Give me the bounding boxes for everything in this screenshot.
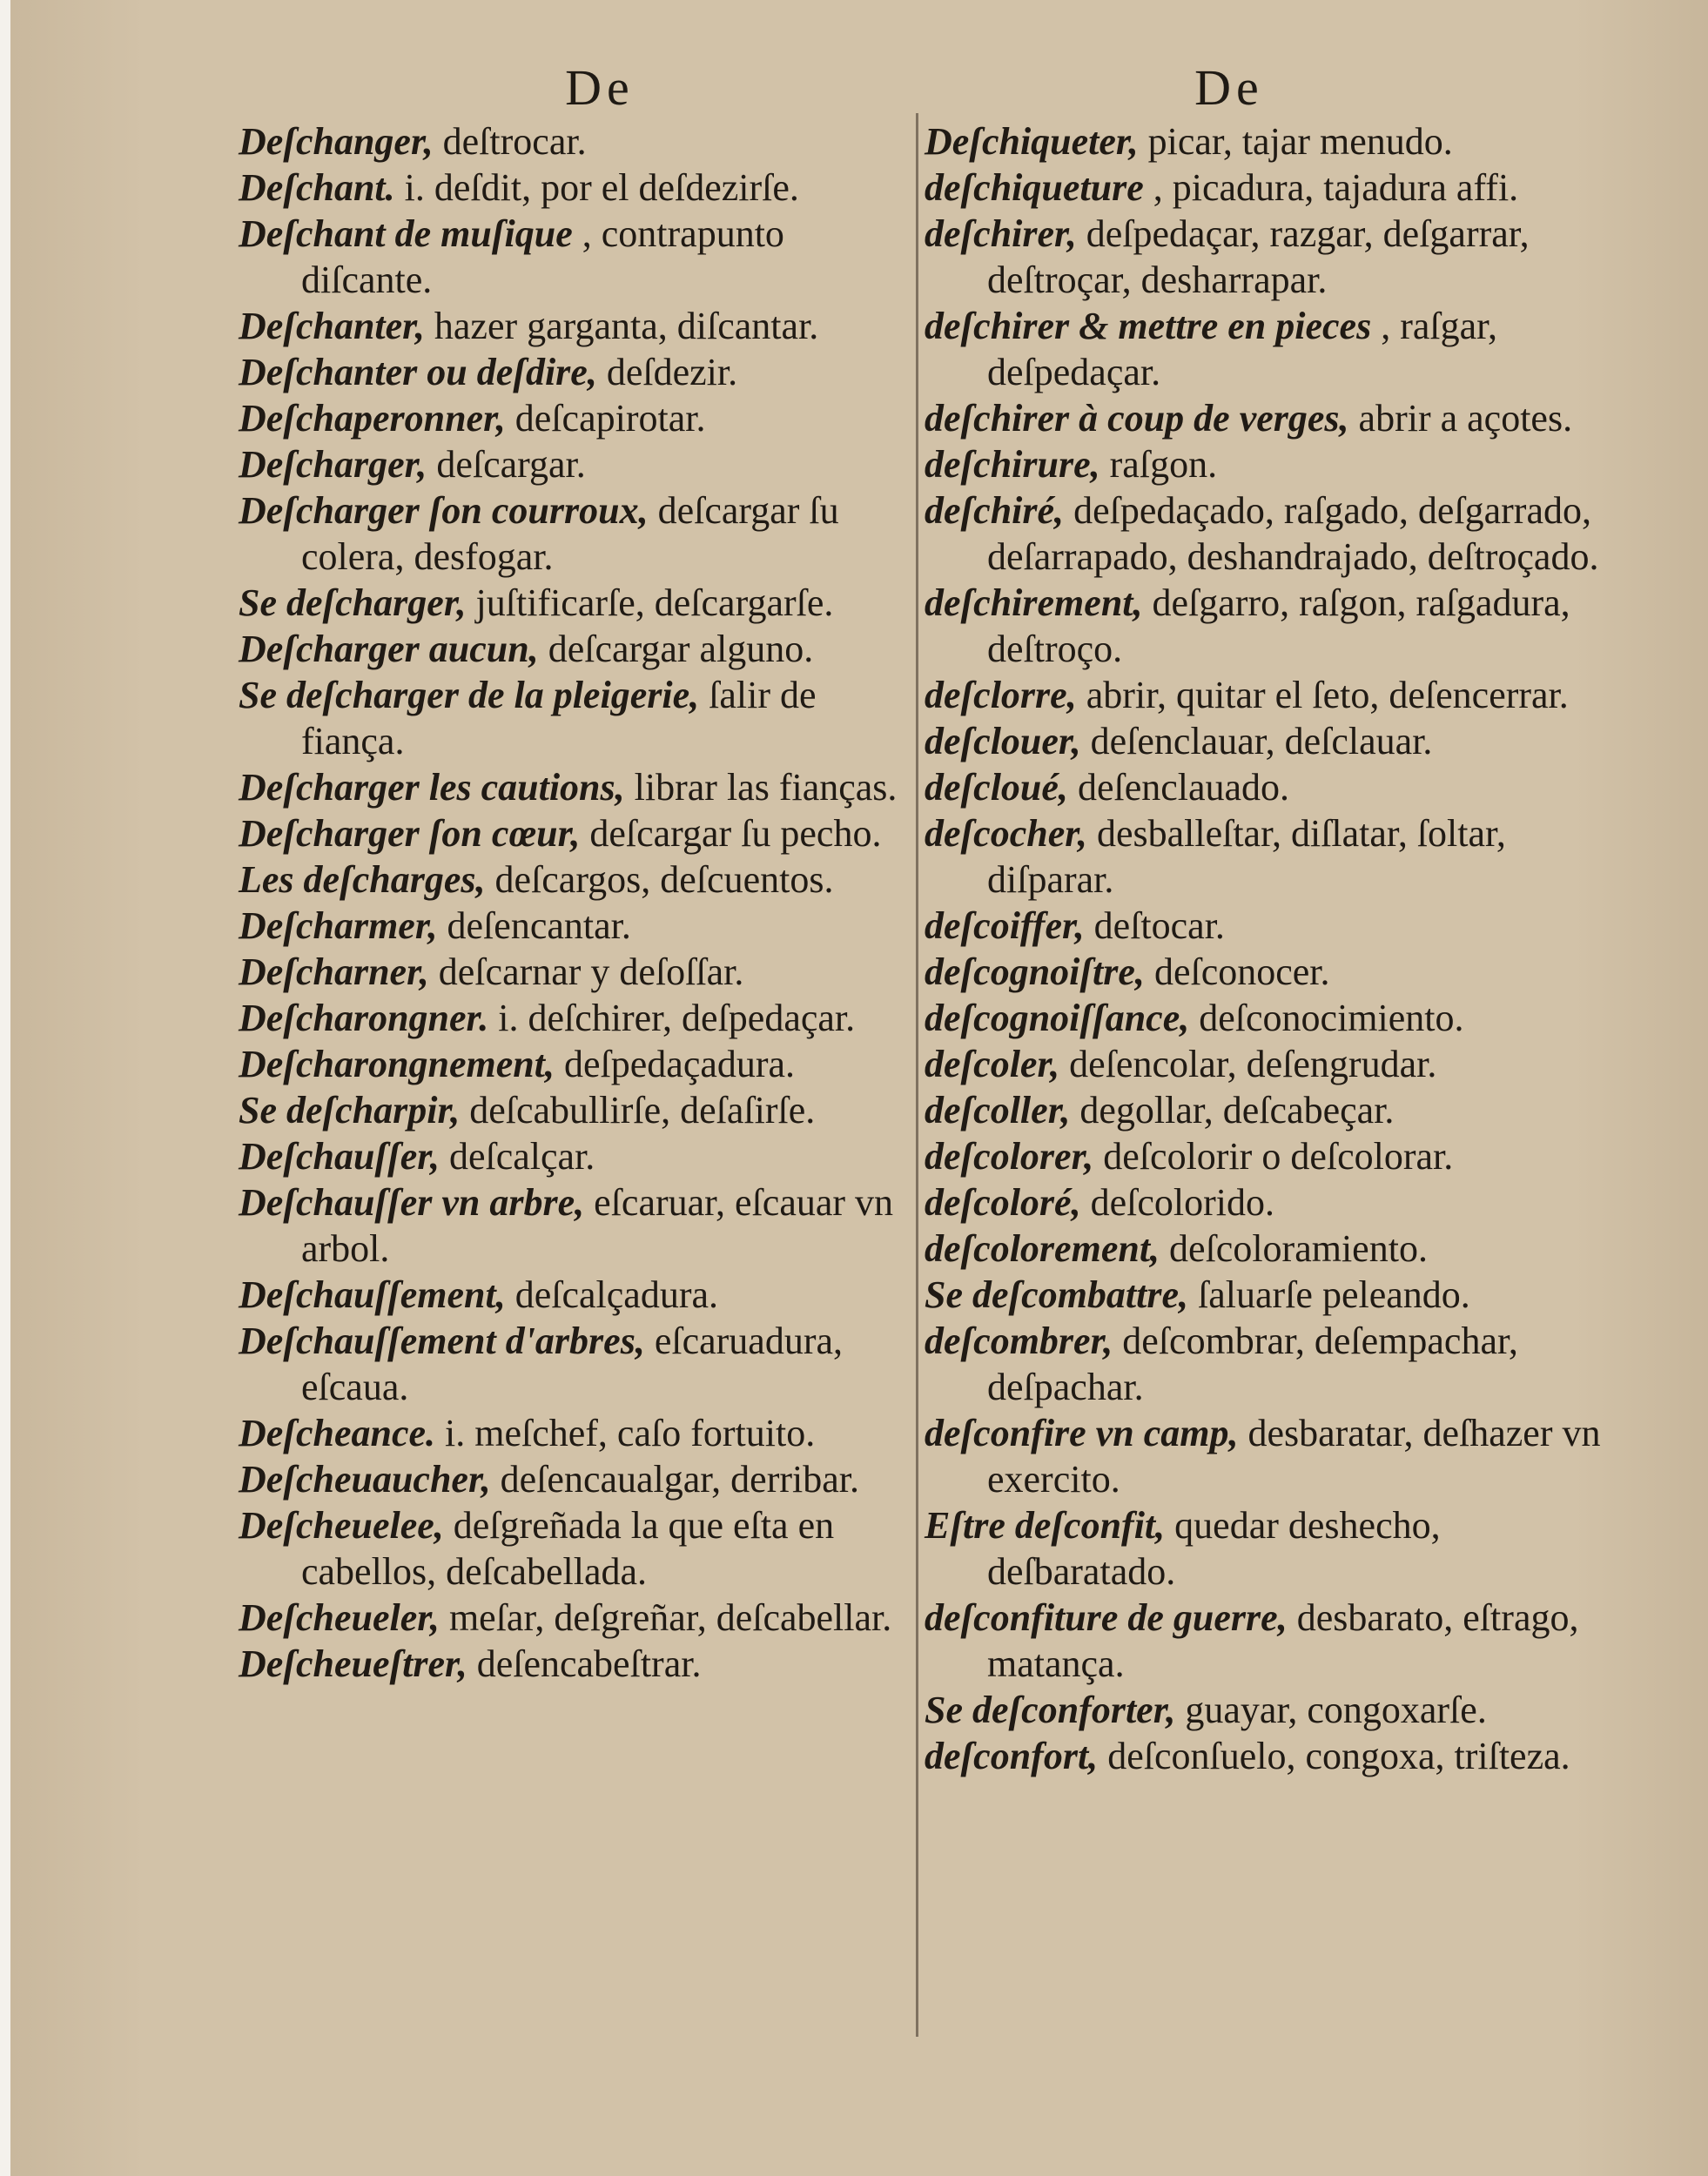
entry-translation: deſcalçadura. [505,1273,718,1316]
dictionary-entry [239,810,909,856]
dictionary-entry [239,1041,909,1087]
dictionary-entry [239,1410,909,1456]
entry-headword: deſcolorement, [925,1227,1160,1270]
entry-headword: deſcolorer, [925,1135,1094,1178]
entry-headword: Deſchanter, [239,305,425,347]
entry-translation: i. deſchirer, deſpedaçar. [488,997,856,1039]
entry-translation: deſtrocar. [433,120,587,163]
entry-headword: Deſchant. [239,166,395,209]
entry-translation: deſcarnar y deſoſſar. [428,950,744,993]
entry-translation: deſtocar. [1084,904,1225,947]
entry-translation: hazer garganta, diſcantar. [424,305,819,347]
entry-headword: deſchiré, [925,489,1065,532]
entry-headword: Se deſcharger de la pleigerie, [239,674,700,716]
entry-translation: abrir a açotes. [1348,397,1573,440]
dictionary-entry [239,1087,909,1133]
dictionary-entry [239,487,909,580]
entry-translation: desballeſtar, diſlatar, ſoltar, diſparar. [987,812,1506,901]
entry-headword: Deſcheance. [239,1412,436,1454]
dictionary-entry [239,1641,909,1687]
entry-headword: deſcoler, [925,1043,1060,1085]
right-running-header: De [1194,59,1264,116]
dictionary-entry [925,1687,1604,1733]
dictionary-entry [925,1318,1604,1410]
entry-headword: Deſcharger ſon cœur, [239,812,581,855]
entry-translation: quedar deshecho, deſbaratado. [987,1504,1441,1593]
entry-translation: abrir, quitar el ſeto, deſencerrar. [1076,674,1569,716]
entry-headword: Deſchauſſer vn arbre, [239,1181,585,1224]
entry-translation: deſcargar ſu colera, desfogar. [301,489,839,578]
entry-translation: deſpedaçar, razgar, deſgarrar, deſtroçar, desharrapar. [987,212,1530,301]
left-running-header: De [565,59,635,116]
entry-translation: ſalir de fiança. [301,674,817,762]
column-divider [916,113,918,2037]
entry-translation: i. deſdit, por el deſdezirſe. [394,166,799,209]
entry-translation: deſgreñada la que eſta en cabellos, deſcabellada. [301,1504,835,1593]
entry-translation: deſcalçar. [439,1135,595,1178]
entry-translation: , picadura, tajadura affi. [1143,166,1519,209]
dictionary-entry [925,395,1604,441]
left-column [239,61,909,1687]
dictionary-entry [239,1456,909,1502]
entry-translation: deſencantar. [437,904,631,947]
entry-headword: Se deſcombattre, [925,1273,1189,1316]
entry-translation: deſcombrar, deſempachar, deſpachar. [987,1320,1518,1408]
entry-translation: deſpedaçadura. [555,1043,796,1085]
entry-translation: desbarato, eſtrago, matança. [987,1596,1579,1685]
entry-headword: deſchiqueture [925,166,1144,209]
entry-headword: deſcognoiſtre, [925,950,1145,993]
entry-translation: , raſgar, deſpedaçar. [987,305,1498,393]
entry-translation: deſenclauado. [1067,766,1290,809]
entry-headword: Deſchauſſement d'arbres, [239,1320,645,1362]
dictionary-entry [925,995,1604,1041]
entry-translation: deſdezir. [596,351,738,393]
entry-headword: Eſtre deſconfit, [925,1504,1166,1547]
dictionary-entry [925,1272,1604,1318]
entry-translation: deſcolorir o deſcolorar. [1093,1135,1454,1178]
entry-headword: Deſcharger les cautions, [239,766,625,809]
entry-translation: deſenclauar, deſclauar. [1080,720,1433,762]
entry-headword: Se deſcharger, [239,581,467,624]
dictionary-entry [239,395,909,441]
entry-translation: deſcargar alguno. [538,628,814,670]
entry-translation: deſcolorido. [1080,1181,1274,1224]
dictionary-entry [925,487,1604,580]
entry-translation: picar, tajar menudo. [1138,120,1453,163]
entry-translation: deſcoloramiento. [1160,1227,1428,1270]
dictionary-entry [239,1272,909,1318]
entry-translation: deſconocer. [1144,950,1330,993]
entry-headword: deſclorre, [925,674,1077,716]
entry-headword: deſcognoiſſance, [925,997,1190,1039]
entry-translation: librar las fianças. [624,766,898,809]
dictionary-entry [239,118,909,165]
entry-headword: Deſchant de muſique [239,212,573,255]
dictionary-entry [925,1226,1604,1272]
dictionary-entry [925,718,1604,764]
entry-headword: Se deſcharpir, [239,1089,461,1132]
dictionary-entry [239,165,909,211]
dictionary-entry [925,1087,1604,1133]
dictionary-entry [239,764,909,810]
entry-headword: deſcocher, [925,812,1087,855]
dictionary-entry [239,211,909,303]
entry-translation: deſcapirotar. [505,397,706,440]
entry-headword: deſclouer, [925,720,1081,762]
dictionary-entry [925,580,1604,672]
right-column [925,61,1604,1779]
dictionary-entry [925,810,1604,903]
entry-headword: Deſchanter ou deſdire, [239,351,597,393]
entry-translation: deſcargos, deſcuentos. [485,858,834,901]
entry-headword: deſconfire vn camp, [925,1412,1239,1454]
dictionary-entry [239,580,909,626]
dictionary-entry [925,1595,1604,1687]
entry-translation: i. meſchef, caſo fortuito. [435,1412,816,1454]
book-page [10,0,1708,2176]
dictionary-entry [925,1041,1604,1087]
entry-headword: deſcloué, [925,766,1068,809]
entry-headword: Deſchanger, [239,120,434,163]
dictionary-entry [239,995,909,1041]
dictionary-entry [925,1410,1604,1502]
dictionary-entry [239,626,909,672]
entry-headword: Deſchiqueter, [925,120,1139,163]
entry-headword: Deſcharner, [239,950,429,993]
dictionary-entry [925,211,1604,303]
entry-headword: Deſcharongnement, [239,1043,555,1085]
entry-translation: deſcargar ſu pecho. [580,812,882,855]
entry-translation: ſaluarſe peleando. [1188,1273,1470,1316]
entry-translation: eſcaruadura, eſcaua. [301,1320,844,1408]
entry-headword: Se deſconforter, [925,1689,1176,1731]
dictionary-entry [239,1502,909,1595]
dictionary-entry [239,903,909,949]
entry-translation: deſcabullirſe, deſaſirſe. [460,1089,816,1132]
dictionary-entry [239,1318,909,1410]
entry-translation: desbaratar, deſhazer vn exercito. [987,1412,1601,1501]
entry-headword: deſcoiffer, [925,904,1085,947]
dictionary-entry [925,165,1604,211]
entry-headword: Deſchauſſement, [239,1273,506,1316]
dictionary-entry [925,1133,1604,1179]
entry-headword: Deſcheueler, [239,1596,440,1639]
entry-headword: Deſcharger aucun, [239,628,539,670]
entry-headword: deſchirure, [925,443,1100,486]
entry-translation: deſconocimiento. [1189,997,1464,1039]
dictionary-entry [925,118,1604,165]
dictionary-entry [239,672,909,764]
dictionary-entry [925,303,1604,395]
entry-headword: deſchirer à coup de verges, [925,397,1349,440]
entry-headword: Les deſcharges, [239,858,486,901]
entry-translation: degollar, deſcabeçar. [1070,1089,1395,1132]
entry-headword: deſcoloré, [925,1181,1081,1224]
dictionary-entry [925,764,1604,810]
dictionary-entry [925,949,1604,995]
entry-headword: Deſcheuaucher, [239,1458,491,1501]
dictionary-entry [925,1733,1604,1779]
dictionary-entry [239,349,909,395]
entry-translation: deſconſuelo, congoxa, triſteza. [1098,1735,1570,1777]
entry-headword: deſchirer, [925,212,1077,255]
entry-headword: Deſcheueſtrer, [239,1642,467,1685]
entry-headword: Deſcheuelee, [239,1504,444,1547]
dictionary-entry [239,441,909,487]
entry-translation: deſencabeſtrar. [467,1642,702,1685]
entry-headword: deſchirer & mettre en pieces [925,305,1372,347]
entry-headword: deſconfort, [925,1735,1099,1777]
dictionary-entry [239,1595,909,1641]
entry-headword: Deſcharger ſon courroux, [239,489,649,532]
dictionary-entry [925,441,1604,487]
dictionary-entry [239,856,909,903]
entry-headword: Deſcharmer, [239,904,438,947]
entry-translation: eſcaruar, eſcauar vn arbol. [301,1181,894,1270]
entry-headword: Deſcharger, [239,443,427,486]
entry-headword: Deſchaperonner, [239,397,506,440]
entry-headword: Deſchauſſer, [239,1135,440,1178]
entry-headword: deſconfiture de guerre, [925,1596,1288,1639]
dictionary-entry [239,949,909,995]
entry-headword: deſcoller, [925,1089,1071,1132]
dictionary-entry [925,903,1604,949]
dictionary-entry [239,1133,909,1179]
entry-translation: deſencolar, deſengrudar. [1059,1043,1437,1085]
entry-headword: Deſcharongner. [239,997,489,1039]
entry-translation: meſar, deſgreñar, deſcabellar. [439,1596,892,1639]
entry-translation: guayar, congoxarſe. [1175,1689,1487,1731]
left-entry-list [239,118,909,1687]
entry-translation: deſcargar. [427,443,586,486]
right-entry-list [925,118,1604,1779]
dictionary-entry [239,1179,909,1272]
dictionary-entry [925,672,1604,718]
entry-headword: deſcombrer, [925,1320,1113,1362]
entry-headword: deſchirement, [925,581,1143,624]
entry-translation: deſgarro, raſgon, raſgadura, deſtroço. [987,581,1570,670]
dictionary-entry [239,303,909,349]
entry-translation: raſgon. [1099,443,1218,486]
entry-translation: juſtificarſe, deſcargarſe. [466,581,834,624]
dictionary-entry [925,1502,1604,1595]
entry-translation: , contrapunto diſcante. [301,212,784,301]
entry-translation: deſpedaçado, raſgado, deſgarrado, deſarrapado, deshandrajado, deſtroçado. [987,489,1599,578]
entry-translation: deſencaualgar, derribar. [490,1458,859,1501]
dictionary-entry [925,1179,1604,1226]
